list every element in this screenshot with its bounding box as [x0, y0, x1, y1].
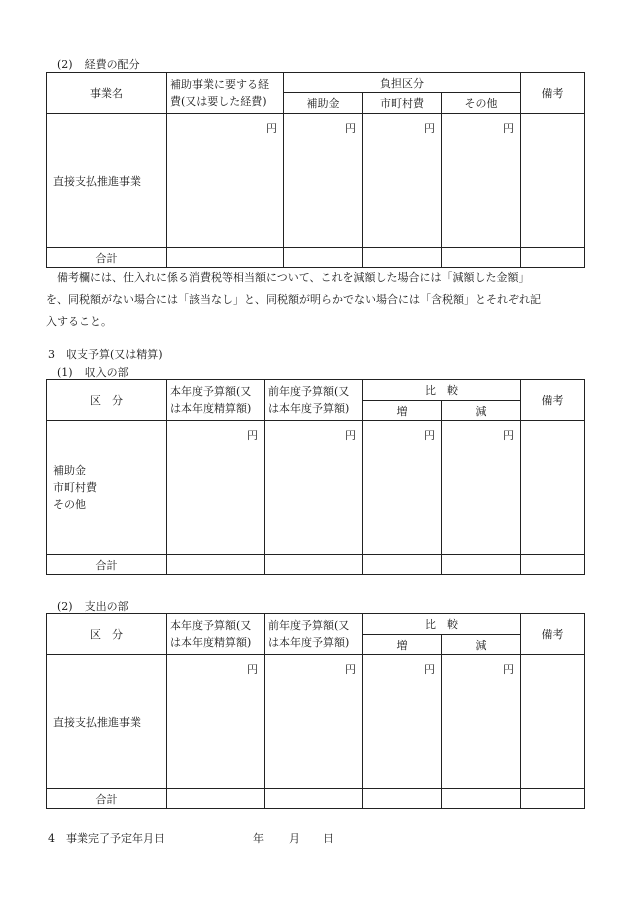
total-label: 合計 — [47, 555, 167, 575]
yen-unit: 円 — [167, 655, 265, 789]
header-compare: 比 較 — [363, 614, 521, 635]
table-row — [47, 655, 585, 789]
row-project-name: 直接支払推進事業 — [47, 655, 167, 789]
header-remarks: 備考 — [521, 73, 585, 114]
yen-unit: 円 — [265, 421, 363, 555]
table-row — [47, 114, 585, 248]
section-heading-completion-date: 4 事業完了予定年月日 — [48, 832, 165, 845]
income-table — [46, 379, 585, 575]
header-remarks: 備考 — [521, 380, 585, 421]
header-decrease: 減 — [442, 635, 521, 655]
header-compare: 比 較 — [363, 380, 521, 401]
total-row — [47, 248, 585, 268]
section-title: 経費の配分 — [84, 58, 140, 71]
income-items — [47, 421, 167, 555]
yen-unit: 円 — [442, 655, 521, 789]
header-project-cost: 補助事業に要する経 費(又は要した経費) — [167, 73, 284, 114]
total-row — [47, 789, 585, 809]
row-project-name: 直接支払推進事業 — [47, 114, 167, 248]
yen-unit: 円 — [442, 421, 521, 555]
section-heading-expense-allocation — [57, 56, 140, 72]
income-item-municipal: 市町村費 — [53, 481, 97, 494]
header-burden-category: 負担区分 — [284, 73, 521, 93]
remarks-cell — [521, 114, 585, 248]
remarks-cell — [521, 655, 585, 789]
month-label: 月 — [289, 832, 300, 845]
section-heading-expense: (2) 支出の部 — [57, 600, 129, 613]
yen-unit: 円 — [167, 114, 284, 248]
total-label: 合計 — [47, 248, 167, 268]
yen-unit: 円 — [363, 114, 442, 248]
section-heading-budget: 3 収支予算(又は精算) — [48, 348, 163, 361]
total-label: 合計 — [47, 789, 167, 809]
header-kubun: 区 分 — [47, 380, 167, 421]
income-item-other: その他 — [53, 498, 86, 511]
yen-unit: 円 — [363, 655, 442, 789]
day-label: 日 — [323, 832, 334, 845]
table-row — [47, 421, 585, 555]
yen-unit: 円 — [442, 114, 521, 248]
header-decrease: 減 — [442, 401, 521, 421]
header-subsidy: 補助金 — [284, 93, 363, 114]
header-kubun: 区 分 — [47, 614, 167, 655]
yen-unit: 円 — [167, 421, 265, 555]
year-label: 年 — [253, 832, 264, 845]
header-municipal: 市町村費 — [363, 93, 442, 114]
section-number: (2) — [57, 58, 73, 71]
header-other: その他 — [442, 93, 521, 114]
expense-allocation-table — [46, 72, 585, 268]
header-prev-year-budget: 前年度予算額(又 は本年度予算額) — [265, 380, 363, 421]
header-this-year-budget: 本年度予算額(又 は本年度精算額) — [167, 614, 265, 655]
expense-table — [46, 613, 585, 809]
yen-unit: 円 — [284, 114, 363, 248]
remarks-note: 備考欄には、仕入れに係る消費税等相当額について、これを減額した場合には「減額した金額」 を、同税額がない場合には「該当なし」と、同税額が明らかでない場合には「含税額」とそれぞれ記 入すること。 — [46, 271, 541, 328]
total-row — [47, 555, 585, 575]
header-prev-year-budget: 前年度予算額(又 は本年度予算額) — [265, 614, 363, 655]
yen-unit: 円 — [265, 655, 363, 789]
header-remarks: 備考 — [521, 614, 585, 655]
income-item-subsidy: 補助金 — [53, 464, 86, 477]
header-increase: 増 — [363, 401, 442, 421]
remarks-cell — [521, 421, 585, 555]
yen-unit: 円 — [363, 421, 442, 555]
header-project-name: 事業名 — [47, 73, 167, 114]
section-heading-income: (1) 収入の部 — [57, 366, 129, 379]
header-this-year-budget: 本年度予算額(又 は本年度精算額) — [167, 380, 265, 421]
header-increase: 増 — [363, 635, 442, 655]
